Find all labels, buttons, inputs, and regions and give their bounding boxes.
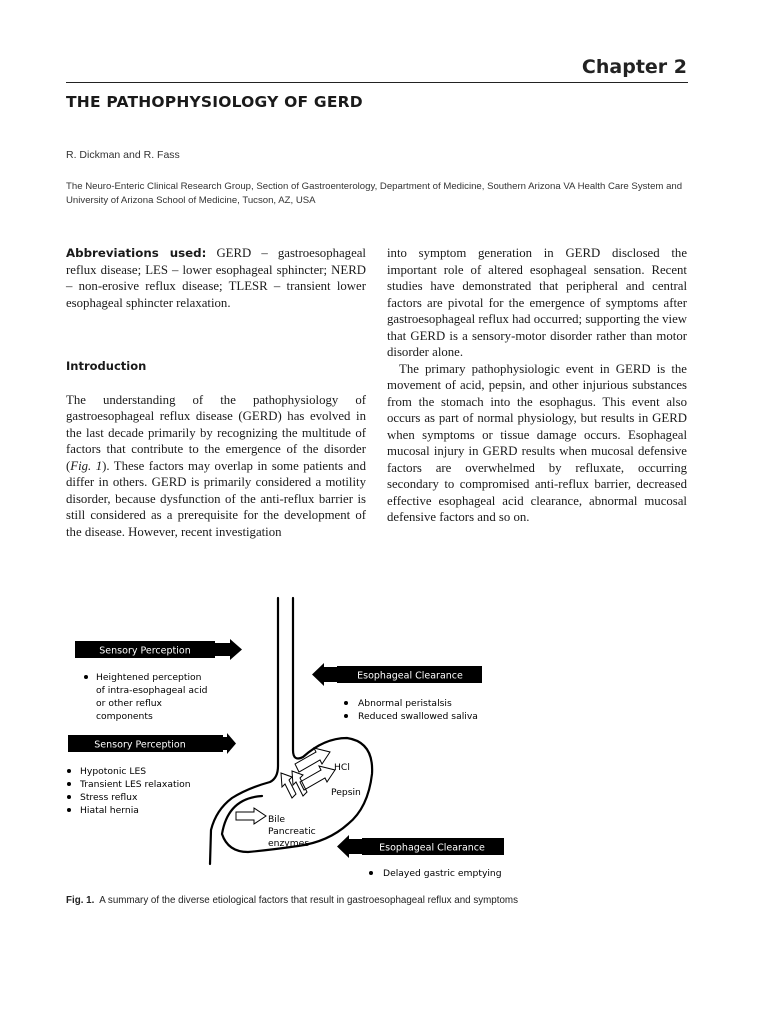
box4-label: Esophageal Clearance (379, 842, 485, 854)
pepsin-label: Pepsin (331, 787, 361, 798)
pepsin-arrow-2 (292, 771, 307, 796)
bullet-icon (67, 808, 71, 812)
sensory-perception-box-2 (68, 733, 236, 754)
box4-bullet: Delayed gastric emptying (383, 868, 502, 879)
body-paragraph-2: The primary pathophysiologic event in GERD is the movement of acid, pepsin, and other injurious substances from the stomach into the esophagus. This event also occurs as part of normal physiology, but results in GERD when symptoms or tissue damage occurs. Esophageal mucosal injury in GERD results when mucosal defensive factors are overwhelmed by refluxate, occurring secondary to compromised anti-reflux barrier, decreased effective esophageal acid clearance, abnormal mucosal defensive factors and so on. (387, 361, 687, 524)
bullet-icon (67, 795, 71, 799)
right-arrow-icon (223, 733, 236, 754)
header-rule (66, 82, 688, 83)
section-heading-introduction: Introduction (66, 359, 147, 373)
box3-label: Esophageal Clearance (357, 670, 463, 682)
bile-arrow (236, 808, 266, 824)
bile-label: enzymes (268, 838, 310, 849)
authors: R. Dickman and R. Fass (66, 149, 180, 161)
left-column (66, 245, 366, 540)
right-column (387, 245, 687, 526)
box1-label: Sensory Perception (99, 645, 191, 657)
left-arrow-icon (337, 835, 362, 858)
bile-label: Bile (268, 814, 286, 825)
esophageal-clearance-box-1 (312, 663, 482, 686)
abbreviations-paragraph (66, 245, 366, 311)
figure-reference: Fig. 1 (70, 458, 103, 473)
pepsin-arrow (300, 766, 335, 790)
abbreviations-label: Abbreviations used: (66, 246, 207, 260)
box2-bullet: Hypotonic LES (80, 766, 147, 777)
hcl-label: HCl (334, 762, 350, 773)
left-arrow-icon (312, 663, 337, 686)
affiliation: The Neuro-Enteric Clinical Research Group, Section of Gastroenterology, Department of Medicine, Southern Arizona VA Health Care System and University of Arizona School of Medicine, Tucson, AZ, USA (66, 181, 683, 206)
bullet-icon (67, 782, 71, 786)
box3-bullet: Reduced swallowed saliva (358, 711, 478, 722)
box2-bullet: Hiatal hernia (80, 805, 139, 816)
article-title: THE PATHOPHYSIOLOGY OF GERD (66, 93, 363, 111)
gerd-figure (0, 590, 768, 890)
esophageal-clearance-box-2 (337, 835, 504, 858)
box1-bullet-line: components (96, 711, 153, 722)
intro-text-a: The understanding of the pathophysiology of gastroesophageal reflux disease (GERD) has evolved in the last decade primarily by recognizing the multitude of factors that contribute to the emergence of the disorder ( (66, 392, 366, 473)
box3-bullet: Abnormal peristalsis (358, 698, 452, 709)
box2-bullet: Stress reflux (80, 792, 138, 803)
box1-bullet-line: or other reflux (96, 698, 162, 709)
right-arrow-icon (215, 639, 242, 660)
box1-bullet-line: Heightened perception (96, 672, 202, 683)
body-paragraph-1: into symptom generation in GERD disclosed the important role of altered esophageal sensation. Recent studies have demonstrated that peripheral and central factors are pivotal for the emergence of symptoms after gastroesophageal reflux had occurred; supporting the view that GERD is a sensory-motor disorder rather than motor disorder alone. (387, 246, 687, 359)
pepsin-arrow-3 (281, 773, 296, 798)
figure-caption (66, 895, 518, 906)
chapter-label: Chapter 2 (581, 56, 687, 78)
bullet-icon (344, 714, 348, 718)
sensory-perception-box-1 (75, 639, 242, 660)
caption-label: Fig. 1. (66, 895, 95, 906)
bullet-icon (369, 871, 373, 875)
caption-text: A summary of the diverse etiological factors that result in gastroesophageal reflux and symptoms (99, 895, 518, 906)
box2-label: Sensory Perception (94, 739, 186, 751)
bile-label: Pancreatic (268, 826, 316, 837)
box1-bullet-line: of intra-esophageal acid (96, 685, 208, 696)
bullet-icon (84, 675, 88, 679)
stomach-outline (210, 598, 372, 864)
hcl-arrow (295, 748, 330, 772)
intro-paragraph (66, 392, 366, 541)
abbreviations-text: GERD – gastroesophageal reflux disease; LES – lower esophageal sphincter; NERD – non-erosive reflux disease; TLESR – transient lower esophageal sphincter relaxation. (66, 246, 366, 310)
box2-bullet: Transient LES relaxation (80, 779, 191, 790)
bullet-icon (67, 769, 71, 773)
bullet-icon (344, 701, 348, 705)
reflux-arrows (236, 748, 335, 824)
intro-text-b: ). These factors may overlap in some patients and differ in others. GERD is primarily considered a motility disorder, because dysfunction of the anti-reflux barrier is still considered as a prerequisite for the development of the disease. However, recent investigation (66, 458, 366, 539)
